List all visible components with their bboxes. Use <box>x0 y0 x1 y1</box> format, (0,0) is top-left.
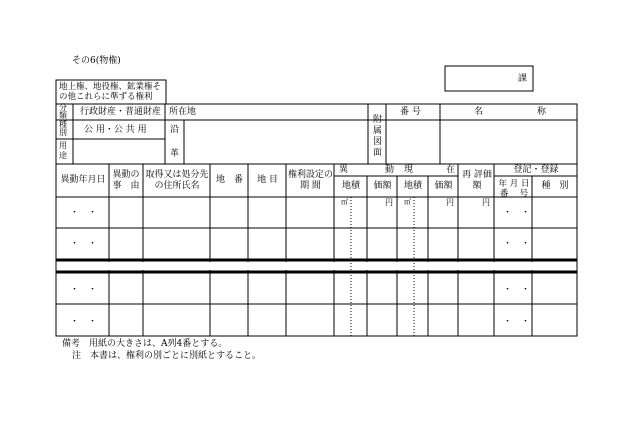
shubetsu-value: 公 用・公 共 用 <box>84 125 147 135</box>
col-shubetsu2: 種 別 <box>541 181 569 191</box>
row2-date: ・ ・ <box>70 239 98 249</box>
chu-note: 注 本書は、権利の別ごとに別紙とすること。 <box>72 351 262 361</box>
shozaichi-label: 所在地 <box>169 107 197 117</box>
row4-date: ・ ・ <box>70 317 98 327</box>
col-idou-1: 異 <box>339 165 349 175</box>
ka-label: 課 <box>518 74 528 84</box>
col-idou-jiyu: 異動の事 由 <box>112 170 140 191</box>
biko-note: 備考 用紙の大きさは、A列4番とする。 <box>62 339 228 349</box>
col-shutoku: 取得又は処分先の住所氏名 <box>145 170 209 191</box>
bunrui-value: 行政財産・普通財産 <box>80 107 162 117</box>
bango-label: 番 号 <box>400 107 421 117</box>
unit-yen-3: 円 <box>482 198 490 207</box>
col-genzai-1: 現 <box>404 165 414 175</box>
col-toki: 登記・登録 <box>513 165 559 175</box>
col-idoubi: 異動年月日 <box>60 175 106 185</box>
enkaku-2: 革 <box>170 149 180 159</box>
unit-yen-1: 円 <box>385 198 393 207</box>
unit-m2-2: ㎡ <box>404 198 411 206</box>
row1-toki-date: ・ ・ <box>503 208 531 218</box>
sheet-label: その6(物権) <box>72 56 121 66</box>
shubetsu-label: 種別 <box>59 120 67 137</box>
col-chiban: 地 番 <box>215 175 243 185</box>
fuzoku-zumen-label: 附属図面 <box>371 114 381 158</box>
row1-date: ・ ・ <box>70 208 98 218</box>
col-chiseki-1: 地積 <box>341 181 360 191</box>
col-chimoku: 地 目 <box>257 175 278 185</box>
row4-toki-date: ・ ・ <box>503 317 531 327</box>
col-kakaku-1: 価額 <box>373 181 392 191</box>
row2-toki-date: ・ ・ <box>503 239 531 249</box>
col-kakaku-2: 価額 <box>434 181 453 191</box>
row3-date: ・ ・ <box>70 285 98 295</box>
col-kenri-kikan: 権利設定の 期 間 <box>287 170 333 191</box>
mei-label: 名 <box>474 107 484 117</box>
sho-label: 称 <box>537 107 547 117</box>
col-sai-hyoka: 再 評価 額 <box>462 170 492 191</box>
rights-title: 地上権、地役権、鉱業権その他これらに準ずる権利 <box>59 82 162 102</box>
yoto-label: 用途 <box>59 141 67 160</box>
col-toki-date: 年 月 日番 号 <box>498 179 530 199</box>
enkaku-1: 沿 <box>170 125 180 135</box>
col-chiseki-2: 地積 <box>403 181 422 191</box>
bunrui-label: 分類 <box>59 103 67 120</box>
unit-m2-1: ㎡ <box>341 198 348 206</box>
row3-toki-date: ・ ・ <box>503 285 531 295</box>
unit-yen-2: 円 <box>446 198 454 207</box>
col-idou-2: 動 <box>385 165 395 175</box>
col-genzai-2: 在 <box>446 165 456 175</box>
